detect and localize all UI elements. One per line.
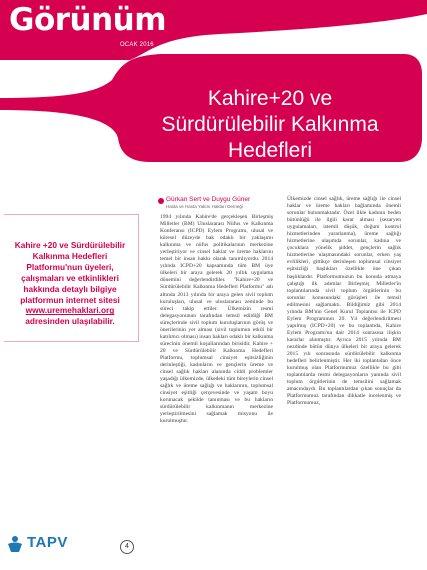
title-line-1: Kahire+20 ve (207, 87, 333, 110)
author-block (166, 196, 250, 209)
tapv-logo (6, 533, 86, 557)
sidebar-suffix: adresinden ulaşılabilir. (25, 316, 115, 327)
issue-date: OCAK 2016 (120, 42, 154, 48)
article-column-right: Ülkemizde cinsel sağlık, üreme sağlığı ile cinsel haklar ve üreme hakları bağlamında önemli sorunlar bulunmaktadır. Özel likle kadının beden bütünlüğü ile ilgili karar alması (sezaryen uygulamaları, istemli düşük, doğum kontrol hizmetlerinden yararlanma), üreme sağlığı hizmetlerine ulaşımda sorunlar, kadına ve çocuklara yönelik şiddet, gençlerin sağlık hizmetlerine ulaşmasındaki sorunlar, erken yaş evlilikleri, gittikçe derinleşen toplumsal cinsiyet eşitsizliği başlıkları özellikle öne çıkan başlıklardır. Platformumuzun bu konuda atmaya çalıştığı ilk adımlar Birleşmiş Milletler'in toplantılarında sivil toplum örgütlerinin bu sorunlar konusundaki görüşleri ile temsil edilmesini sağlamaktı. Bildiğimiz gibi 2014 yılında BM'nin Genel Kurul Toplantısı ile ICPD Eylem Programının 20. Yıl değerlendirilmesi yapılmış (ICPD+20) ve bu toplantıda, Kahire Eylem Programı'na dair 2014 sonrasına ilişkin kararlar alınmıştır. Ayrıca 2015 yılında BM nezdinde bütün dünya ülkeleri bir araya gelerek 2015 yılı sonrasında sürdürülebilir kalkınma hedefleri belirlenmiştir. Her iki toplantıdan önce kurulmuş olan Platformumuz özellikle bu gibi toplantılarda resmi delegasyonların yanında sivil toplum örgütlerinin de temsilini sağlamak amacındaydı. Bu toplantılardan çıkan sonuçlar da Platformumuz tarafından dikkatle incelenmiş ve Platformumuz, (287, 196, 401, 407)
author-name: Gürkan Sert ve Duygu Güner (166, 196, 251, 203)
sidebar-callout (6, 240, 134, 327)
author-role: Hasta ve Hasta Yakını Hakları Derneği (166, 204, 243, 209)
author-bullet-icon (158, 198, 164, 204)
page-number: 4 (120, 540, 134, 554)
sidebar-text: Kahire +20 ve Sürdürülebilir Kalkınma Hedefleri Platformu'nun üyeleri, çalışmaları ve etkinlikleri hakkında detaylı bilgiye platformun internet sitesi (14, 240, 126, 305)
article-title (120, 86, 420, 190)
tapv-logo-icon (6, 535, 24, 553)
article-column-middle: 1994 yılında Kahire'de gerçekleşen Birleşmiş Milletler (BM) Uluslararası Nüfus ve Kalkınma Konferansı (ICPD) Eylem Programı, ulusal ve küresel düzeyde bak odaklı bir yaklaşımı kalkınma ve nüfus politikalarının merkezine yerleştiriyor ve cinsel haklar ve üreme haklarını temel bir insan hakkı olarak tanımlıyordu. 2014 yılında ICPD+20 kapsamında tüm BM üye ülkeleri bir araya gelerek 20 yıllık uygulama dönemini değerlendirdiler. "Kahire+20 ve Sürdürülebilir Kalkınma Hedefleri Platformu" adı altında 2013 yılında bir araya gelen sivil toplum kuruluşları, ulusal ve uluslararası zeminde bu süreci takip ettiler. Ülkemizin resmi delegasyonunun tarafından temsil edildiği BM süreçlerinde sivil toplum kuruluşlarının görüş ve önerilerinin yer alması (sivil toplumun etkili bir katılımcı olması) insan hakları odaklı bir kalkınma sürecinin önemli koşullarından birisidir. Kahire + 20 ve Sürdürülebilir Kalkınma Hedefleri Platformu, toplumsal cinsiyet eşitsizliğinin derinleştiği, kadınların ve gençlerin üreme ve cinsel sağlık hakları alanında ciddi problemler yaşadığı ülkemizde, ülkedeki tüm bireylerin cinsel sağlık ve üreme sağlığı ve haklarının, toplumsal cinsiyet eşitliği çerçevesinde ve yaşam boyu korunacak şekilde tanınması ve bu hakların sürdürülebilir kalkınmanın merkezine yerleştirilmesini sağlamak misyonu ile kurulmuştur. (160, 214, 273, 425)
magazine-brand: Görünüm (9, 2, 167, 38)
title-line-2: Sürdürülebilir Kalkınma Hedefleri (161, 113, 379, 162)
sidebar-link[interactable]: www.uremehaklari.org (25, 305, 115, 316)
logo-text: TAPV (27, 534, 68, 551)
title-line-3: Platformu (225, 165, 315, 188)
